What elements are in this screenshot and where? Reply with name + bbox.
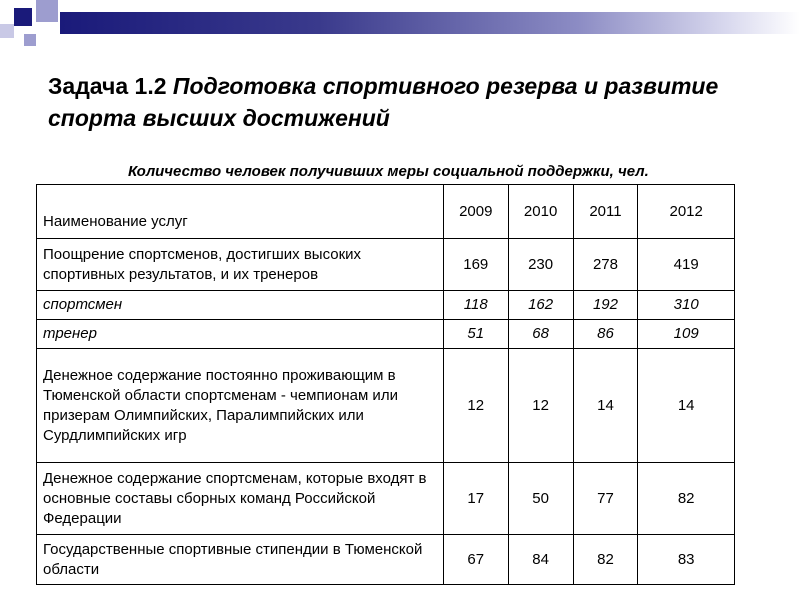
row-value: 17 xyxy=(443,463,508,535)
table-row xyxy=(37,239,735,291)
table-row xyxy=(37,291,735,320)
title-rest: Подготовка спортивного резерва и развитие спорта высших достижений xyxy=(48,73,719,131)
row-value: 51 xyxy=(443,320,508,349)
row-value: 12 xyxy=(443,349,508,463)
row-value: 84 xyxy=(508,535,573,585)
row-value: 77 xyxy=(573,463,638,535)
row-name: Денежное содержание постоянно проживающим в Тюменской области спортсменам - чемпионам или призерам Олимпийских, Паралимпийских или Сурдлимпийских игр xyxy=(37,349,444,463)
row-value: 162 xyxy=(508,291,573,320)
decor-square-lavender xyxy=(36,0,58,22)
row-value: 118 xyxy=(443,291,508,320)
header-year: 2011 xyxy=(573,185,638,239)
row-value: 278 xyxy=(573,239,638,291)
row-value: 82 xyxy=(573,535,638,585)
table-row xyxy=(37,535,735,585)
header-year: 2012 xyxy=(638,185,735,239)
row-value: 192 xyxy=(573,291,638,320)
row-name: тренер xyxy=(37,320,444,349)
row-value: 82 xyxy=(638,463,735,535)
row-value: 68 xyxy=(508,320,573,349)
row-value: 169 xyxy=(443,239,508,291)
header-year: 2010 xyxy=(508,185,573,239)
header-name: Наименование услуг xyxy=(37,185,444,239)
row-value: 14 xyxy=(573,349,638,463)
row-value: 14 xyxy=(638,349,735,463)
decor-top-gradient-bar xyxy=(60,12,800,34)
row-value: 83 xyxy=(638,535,735,585)
header-year: 2009 xyxy=(443,185,508,239)
support-table xyxy=(36,184,735,585)
row-value: 67 xyxy=(443,535,508,585)
row-value: 12 xyxy=(508,349,573,463)
row-name: Поощрение спортсменов, достигших высоких спортивных результатов, и их тренеров xyxy=(37,239,444,291)
row-name: Денежное содержание спортсменам, которые входят в основные составы сборных команд Российской Федерации xyxy=(37,463,444,535)
table-row xyxy=(37,463,735,535)
row-value: 419 xyxy=(638,239,735,291)
table-row xyxy=(37,320,735,349)
row-value: 50 xyxy=(508,463,573,535)
row-value: 310 xyxy=(638,291,735,320)
title-prefix: Задача 1.2 xyxy=(48,73,167,99)
row-value: 86 xyxy=(573,320,638,349)
decor-square-lavender-small xyxy=(24,34,36,46)
row-name: спортсмен xyxy=(37,291,444,320)
decor-square-pale xyxy=(0,24,14,38)
decor-square-navy xyxy=(14,8,32,26)
slide-title xyxy=(48,70,768,134)
table-header-row xyxy=(37,185,735,239)
table-caption: Количество человек получивших меры социальной поддержки, чел. xyxy=(128,163,649,180)
row-value: 230 xyxy=(508,239,573,291)
row-name: Государственные спортивные стипендии в Тюменской области xyxy=(37,535,444,585)
row-value: 109 xyxy=(638,320,735,349)
table-row xyxy=(37,349,735,463)
